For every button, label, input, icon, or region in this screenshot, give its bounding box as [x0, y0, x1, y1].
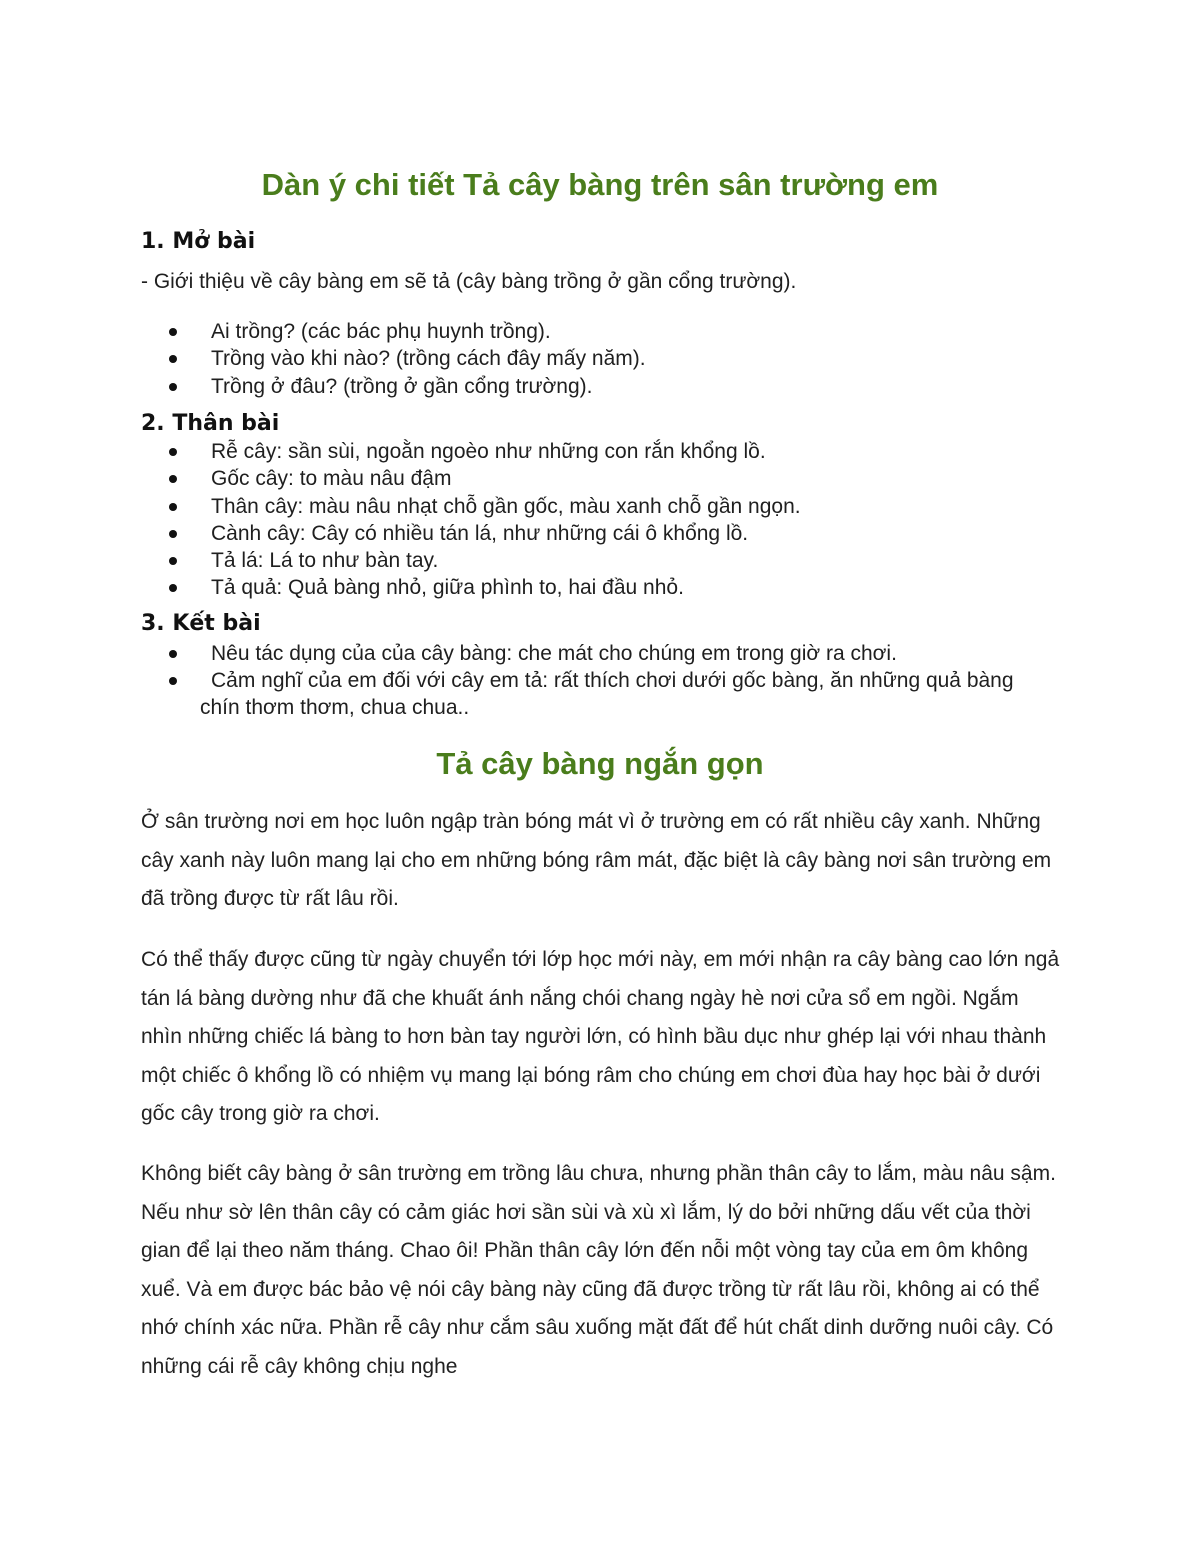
- ket-bai-bullet-list: [0, 640, 1200, 721]
- section-intro-text: - Giới thiệu về cây bàng em sẽ tả (cây bàng trồng ở gần cổng trường).: [141, 270, 797, 293]
- bullet-icon: [169, 677, 177, 685]
- list-item: Ai trồng? (các bác phụ huynh trồng).: [0, 318, 1200, 345]
- list-item: Gốc cây: to màu nâu đậm: [0, 465, 1200, 492]
- list-item: Trồng vào khi nào? (trồng cách đây mấy năm).: [0, 345, 1200, 372]
- bullet-icon: [169, 503, 177, 511]
- bullet-icon: [169, 584, 177, 592]
- list-item: Rễ cây: sần sùi, ngoằn ngoèo như những con rắn khổng lồ.: [0, 438, 1200, 465]
- list-item: Cành cây: Cây có nhiều tán lá, như những cái ô khổng lồ.: [0, 520, 1200, 547]
- essay-paragraph-1: Ở sân trường nơi em học luôn ngập tràn bóng mát vì ở trường em có rất nhiều cây xanh. Những cây xanh này luôn mang lại cho em những bóng râm mát, đặc biệt là cây bàng nơi sân trường em đã trồng được từ rất lâu rồi.: [141, 810, 1052, 910]
- list-item: Thân cây: màu nâu nhạt chỗ gần gốc, màu xanh chỗ gần ngọn.: [0, 493, 1200, 520]
- bullet-icon: [169, 530, 177, 538]
- list-item: Cảm nghĩ của em đối với cây em tả: rất thích chơi dưới gốc bàng, ăn những quả bàng chín thơm thơm, chua chua..: [0, 667, 1200, 721]
- document-title: Dàn ý chi tiết Tả cây bàng trên sân trường em: [261, 167, 939, 202]
- section-heading-mo-bai: 1. Mở bài: [141, 229, 256, 254]
- bullet-icon: [169, 355, 177, 363]
- bullet-icon: [169, 557, 177, 565]
- list-item: Nêu tác dụng của của cây bàng: che mát cho chúng em trong giờ ra chơi.: [0, 640, 1200, 667]
- list-item: Tả quả: Quả bàng nhỏ, giữa phình to, hai đầu nhỏ.: [0, 574, 1200, 601]
- essay-paragraph-2: Có thể thấy được cũng từ ngày chuyển tới lớp học mới này, em mới nhận ra cây bàng cao lớn ngả tán lá bàng dường như đã che khuất ánh nắng chói chang ngày hè nơi cửa sổ em ngồi. Ngắm nhìn những chiếc lá bàng to hơn bàn tay người lớn, có hình bầu dục như ghép lại với nhau thành một chiếc ô khổng lồ có nhiệm vụ mang lại bóng râm cho chúng em chơi đùa hay học bài ở dưới gốc cây trong giờ ra chơi.: [141, 948, 1060, 1125]
- list-item: Trồng ở đâu? (trồng ở gần cổng trường).: [0, 373, 1200, 400]
- bullet-icon: [169, 383, 177, 391]
- than-bai-bullet-list: [0, 438, 1200, 602]
- section-heading-ket-bai: 3. Kết bài: [141, 611, 261, 636]
- section-title-short-essay: Tả cây bàng ngắn gọn: [436, 746, 764, 781]
- bullet-icon: [169, 650, 177, 658]
- bullet-icon: [169, 448, 177, 456]
- bullet-icon: [169, 475, 177, 483]
- section-heading-than-bai: 2. Thân bài: [141, 411, 280, 436]
- list-item: Tả lá: Lá to như bàn tay.: [0, 547, 1200, 574]
- bullet-icon: [169, 328, 177, 336]
- mo-bai-bullet-list: [0, 318, 1200, 400]
- essay-paragraph-3: Không biết cây bàng ở sân trường em trồng lâu chưa, nhưng phần thân cây to lắm, màu nâu sậm. Nếu như sờ lên thân cây có cảm giác hơi sần sùi và xù xì lắm, lý do bởi những dấu vết của thời gian để lại theo năm tháng. Chao ôi! Phần thân cây lớn đến nỗi một vòng tay của em ôm không xuể. Và em được bác bảo vệ nói cây bàng này cũng đã được trồng từ rất lâu rồi, không ai có thể nhớ chính xác nữa. Phần rễ cây như cắm sâu xuống mặt đất để hút chất dinh dưỡng nuôi cây. Có những cái rễ cây không chịu nghe: [141, 1162, 1056, 1378]
